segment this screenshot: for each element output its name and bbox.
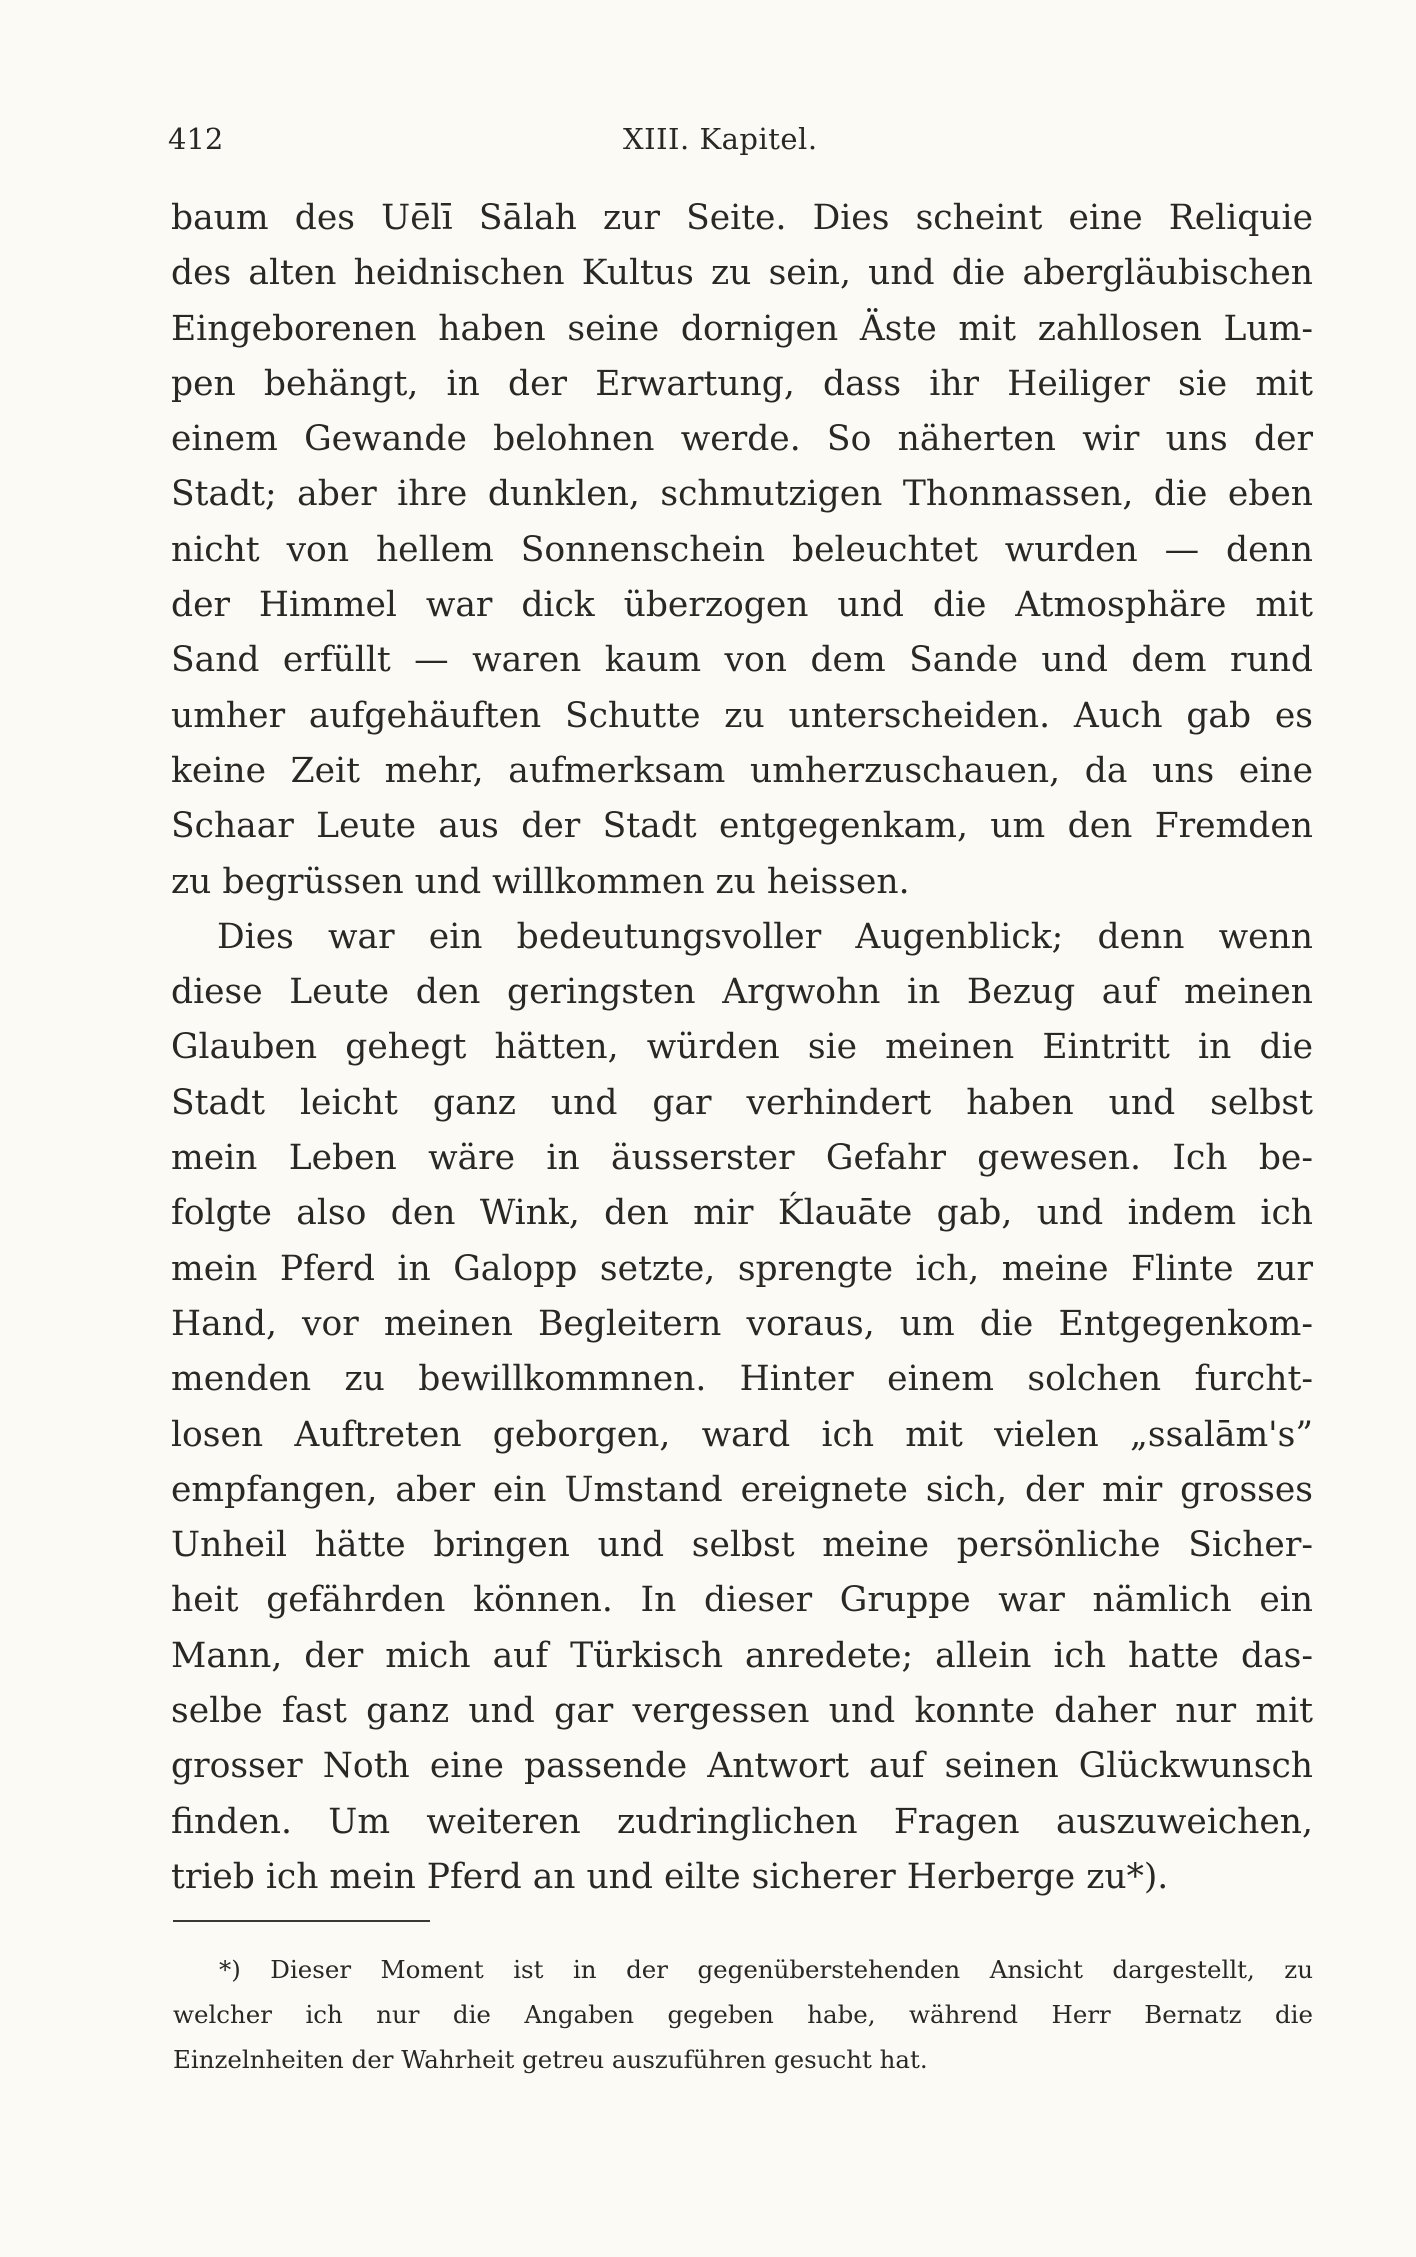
text-line: losen Auftreten geborgen, ward ich mit vielen „ssalām's” bbox=[171, 1414, 1313, 1455]
text-line: pen behängt, in der Erwartung, dass ihr Heiliger sie mit bbox=[171, 363, 1313, 404]
text-line: menden zu bewillkommnen. Hinter einem solchen furcht- bbox=[171, 1359, 1313, 1400]
text-line: Sand erfüllt — waren kaum von dem Sande und dem rund bbox=[171, 640, 1313, 681]
footnote-line: Einzelnheiten der Wahrheit getreu auszuführen gesucht hat. bbox=[173, 2045, 928, 2074]
text-line: Schaar Leute aus der Stadt entgegenkam, um den Fremden bbox=[171, 806, 1313, 847]
text-line: des alten heidnischen Kultus zu sein, und die abergläubischen bbox=[171, 253, 1313, 294]
footnote-line: *) Dieser Moment ist in der gegenüberstehenden Ansicht dargestellt, zu bbox=[219, 1955, 1313, 1984]
text-line: Mann, der mich auf Türkisch anredete; allein ich hatte das- bbox=[171, 1635, 1313, 1676]
text-line: Eingeborenen haben seine dornigen Äste mit zahllosen Lum- bbox=[171, 308, 1313, 349]
text-line: Stadt leicht ganz und gar verhindert haben und selbst bbox=[171, 1082, 1313, 1123]
text-line: Hand, vor meinen Begleitern voraus, um die Entgegenkom- bbox=[171, 1303, 1313, 1344]
text-line: mein Pferd in Galopp setzte, sprengte ich, meine Flinte zur bbox=[171, 1248, 1313, 1289]
text-line: Unheil hätte bringen und selbst meine persönliche Sicher- bbox=[171, 1525, 1313, 1566]
text-line: Glauben gehegt hätten, würden sie meinen Eintritt in die bbox=[171, 1027, 1313, 1068]
running-head: XIII. Kapitel. bbox=[623, 122, 818, 156]
text-line: keine Zeit mehr, aufmerksam umherzuschauen, da uns eine bbox=[171, 750, 1313, 791]
text-line: grosser Noth eine passende Antwort auf seinen Glückwunsch bbox=[171, 1746, 1313, 1787]
page-header bbox=[168, 122, 1313, 162]
footnote bbox=[173, 1947, 1313, 2082]
text-line: diese Leute den geringsten Argwohn in Bezug auf meinen bbox=[171, 972, 1313, 1013]
text-line: umher aufgehäuften Schutte zu unterscheiden. Auch gab es bbox=[171, 695, 1313, 736]
text-line: folgte also den Wink, den mir Ḱlauāte gab, und indem ich bbox=[171, 1193, 1313, 1234]
footnote-rule bbox=[173, 1920, 430, 1922]
paragraph-start-line: Dies war ein bedeutungsvoller Augenblick; denn wenn bbox=[217, 916, 1313, 957]
text-line: selbe fast ganz und gar vergessen und konnte daher nur mit bbox=[171, 1691, 1313, 1732]
text-line: mein Leben wäre in äusserster Gefahr gewesen. Ich be- bbox=[171, 1138, 1313, 1179]
text-line: empfangen, aber ein Umstand ereignete sich, der mir grosses bbox=[171, 1469, 1313, 1510]
text-line: baum des Uēlī Sālah zur Seite. Dies scheint eine Reliquie bbox=[171, 198, 1313, 238]
text-line: nicht von hellem Sonnenschein beleuchtet wurden — denn bbox=[171, 529, 1313, 570]
text-line: heit gefährden können. In dieser Gruppe war nämlich ein bbox=[171, 1580, 1313, 1621]
paragraph-end-line: zu begrüssen und willkommen zu heissen. bbox=[171, 861, 910, 902]
page-number: 412 bbox=[168, 122, 224, 156]
text-line: Stadt; aber ihre dunklen, schmutzigen Thonmassen, die eben bbox=[171, 474, 1313, 515]
footnote-line: welcher ich nur die Angaben gegeben habe, während Herr Bernatz die bbox=[173, 2000, 1313, 2029]
text-line: finden. Um weiteren zudringlichen Fragen auszuweichen, bbox=[171, 1801, 1313, 1842]
paragraph-end-line: trieb ich mein Pferd an und eilte sicherer Herberge zu*). bbox=[171, 1856, 1169, 1897]
text-line: der Himmel war dick überzogen und die Atmosphäre mit bbox=[171, 585, 1313, 626]
body-text bbox=[171, 191, 1313, 1905]
text-line: einem Gewande belohnen werde. So näherten wir uns der bbox=[171, 419, 1313, 460]
